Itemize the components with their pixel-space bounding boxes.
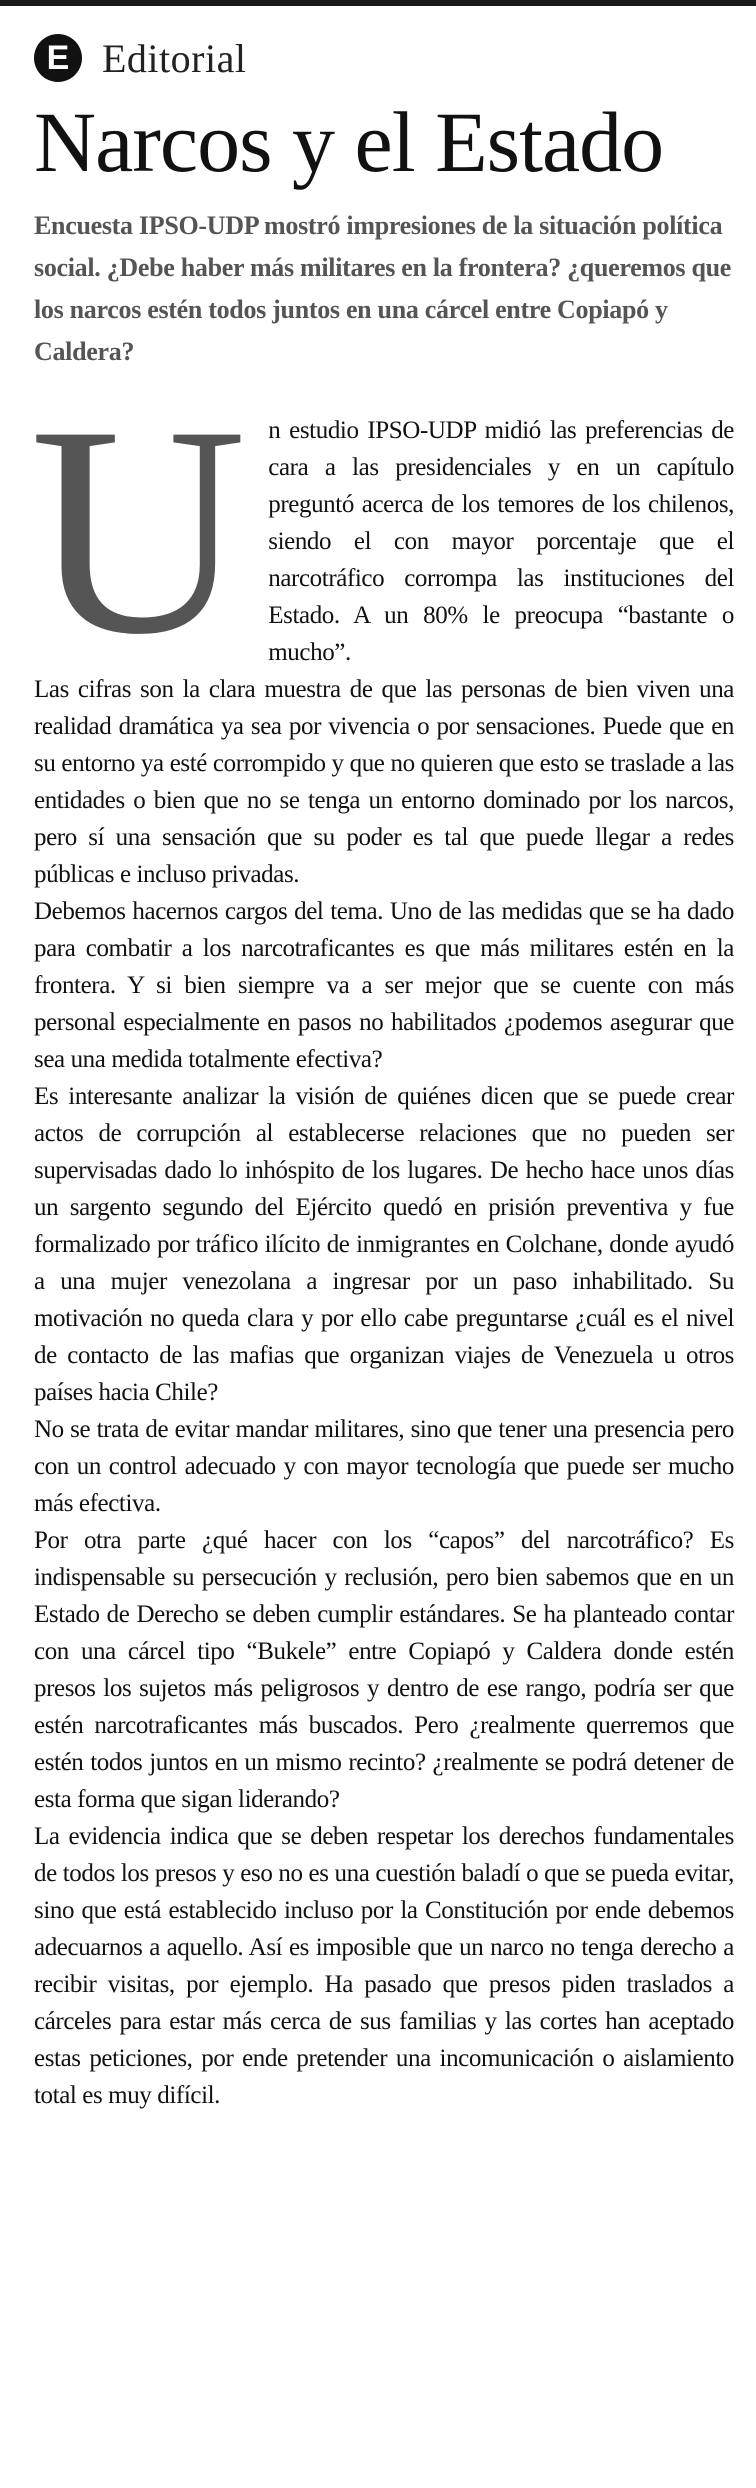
section-label: Editorial — [102, 35, 247, 81]
paragraph-2: Las cifras son la clara muestra de que las personas de bien viven una realidad dramática ya sea por vivencia o por sensaciones. Puede que en su entorno ya esté corrompido y que no quieren que esto se traslade a las entidades o bien que no se tenga un entorno dominado por los narcos, pero sí una sensación que su poder es tal que puede llegar a redes públicas e incluso privadas. — [34, 676, 734, 888]
article-body — [30, 364, 734, 2114]
paragraph-4: Es interesante analizar la visión de quiénes dicen que se puede crear actos de corrupción al establecerse relaciones que no pueden ser supervisadas dado lo inhóspito de los lugares. De hecho hace unos días un sargento segundo del Ejército quedó en prisión preventiva y fue formalizado por tráfico ilícito de inmigrantes en Colchane, donde ayudó a una mujer venezolana a ingresar por un paso inhabilitado. Su motivación no queda clara y por ello cabe preguntarse ¿cuál es el nivel de contacto de las mafias que organizan viajes de Venezuela u otros países hacia Chile? — [34, 1083, 734, 1406]
paragraph-5: No se trata de evitar mandar militares, sino que tener una presencia pero con un control adecuado y con mayor tecnología que puede ser mucho más efectiva. — [34, 1416, 734, 1517]
lead-paragraph: Encuesta IPSO-UDP mostró impresiones de la situación política social. ¿Debe haber más militares en la frontera? ¿queremos que los narcos estén todos juntos en una cárcel entre Copiapó y Caldera? — [34, 211, 732, 366]
paragraph-3: Debemos hacernos cargos del tema. Uno de las medidas que se ha dado para combatir a los narcotraficantes es que más militares estén en la frontera. Y si bien siempre va a ser mejor que se cuente con más personal especialmente en pasos no habilitados ¿podemos asegurar que sea una medida totalmente efectiva? — [34, 898, 734, 1073]
drop-cap: U — [30, 364, 247, 696]
headline: Narcos y el Estado — [34, 94, 664, 190]
section-badge: E — [34, 34, 82, 82]
section-header — [34, 30, 246, 86]
paragraph-7: La evidencia indica que se deben respetar los derechos fundamentales de todos los presos y eso no es una cuestión baladí o que se pueda evitar, sino que está establecido incluso por la Constitución por ende debemos adecuarnos a aquello. Así es imposible que un narco no tenga derecho a recibir visitas, por ejemplo. Ha pasado que presos piden traslados a cárceles para estar más cerca de sus familias y las cortes han aceptado estas peticiones, por ende pretender una incomunicación o aislamiento total es muy difícil. — [34, 1823, 734, 2109]
top-rule-gap — [0, 6, 756, 10]
paragraph-6: Por otra parte ¿qué hacer con los “capos” del narcotráfico? Es indispensable su persecución y reclusión, pero bien sabemos que en un Estado de Derecho se deben cumplir estándares. Se ha planteado contar con una cárcel tipo “Bukele” entre Copiapó y Caldera donde estén presos los sujetos más peligrosos y dentro de ese rango, podría ser que estén narcotraficantes más buscados. Pero ¿realmente querremos que estén todos juntos en un mismo recinto? ¿realmente se podrá detener de esta forma que sigan liderando? — [34, 1527, 734, 1813]
paragraph-1: n estudio IPSO-UDP midió las preferencias de cara a las presidenciales y en un capítulo preguntó acerca de los temores de los chilenos, siendo el con mayor porcentaje que el narcotráfico corrompa las instituciones del Estado. A un 80% le preocupa “bastante o mucho”. — [268, 417, 734, 666]
